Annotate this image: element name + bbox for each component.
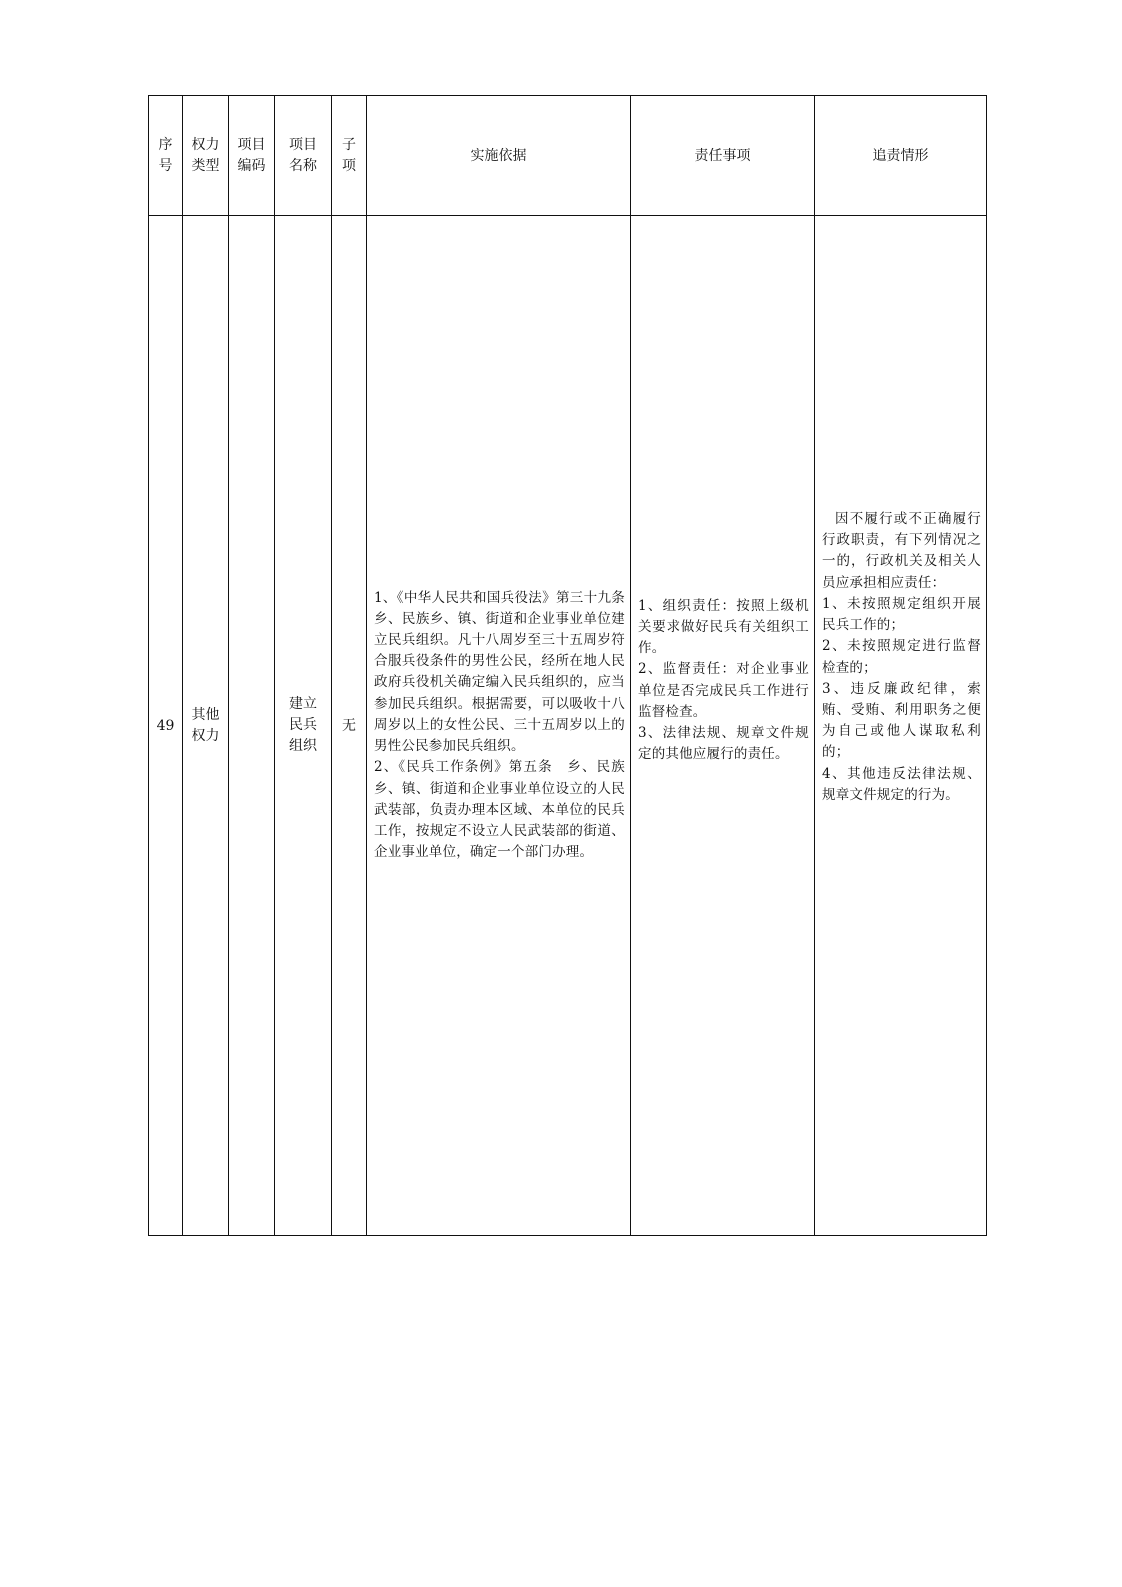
responsibility-item-2: 2、监督责任：对企业事业单位是否完成民兵工作进行监督检查。 — [638, 661, 809, 720]
basis-paragraph-2: 2、《民兵工作条例》第五条 乡、民族乡、镇、街道和企业事业单位设立的人民武装部，负责办理本区域、本单位的民兵工作，按规定不设立人民武装部的街道、企业事业单位，确定一个部门办理。 — [374, 759, 625, 861]
power-list-table — [148, 95, 987, 1236]
header-item-code-line-2: 编码 — [237, 157, 266, 174]
header-item-code-line-1: 项目 — [237, 136, 266, 153]
header-item-name-line-2: 名称 — [289, 157, 317, 174]
basis-paragraph-1: 1、《中华人民共和国兵役法》第三十九条乡、民族乡、镇、街道和企业事业单位建立民兵组织。凡十八周岁至三十五周岁符合服兵役条件的男性公民，经所在地人民政府兵役机关确定编入民兵组织的，应当参加民兵组织。根据需要，可以吸收十八周岁以上的女性公民、三十五周岁以上的男性公民参加民兵组织。 — [374, 589, 625, 755]
cell-power-type-line-2: 权力 — [191, 727, 220, 744]
header-power-type-line-2: 类型 — [191, 157, 220, 174]
responsibility-text — [631, 596, 814, 766]
accountability-text — [815, 509, 986, 806]
header-seq-line-1: 序 — [158, 136, 173, 153]
accountability-intro: 因不履行或不正确履行行政职责，有下列情况之一的，行政机关及相关人员应承担相应责任： — [822, 511, 981, 591]
responsibility-item-3: 3、法律法规、规章文件规定的其他应履行的责任。 — [638, 724, 809, 763]
cell-power-type-line-1: 其他 — [191, 706, 220, 723]
header-item-name — [275, 96, 332, 216]
table-header-row — [149, 96, 987, 216]
header-seq — [149, 96, 183, 216]
cell-sub-item: 无 — [332, 216, 367, 1236]
header-item-name-line-1: 项目 — [289, 136, 317, 153]
cell-power-type — [183, 216, 229, 1236]
header-basis: 实施依据 — [367, 96, 631, 216]
accountability-item-4: 4、其他违反法律法规、规章文件规定的行为。 — [822, 765, 981, 803]
cell-item-code — [229, 216, 275, 1236]
cell-item-name-line-1: 建立 — [289, 696, 317, 712]
accountability-item-1: 1、未按照规定组织开展民兵工作的； — [822, 595, 981, 634]
header-sub-item-line-2: 项 — [342, 157, 356, 174]
cell-basis — [367, 216, 631, 1236]
header-sub-item — [332, 96, 367, 216]
cell-seq: 49 — [149, 216, 183, 1236]
header-seq-line-2: 号 — [158, 157, 173, 174]
accountability-item-2: 2、未按照规定进行监督检查的； — [822, 638, 981, 676]
table-row — [149, 216, 987, 1236]
basis-text — [367, 588, 630, 864]
responsibility-item-1: 1、组织责任：按照上级机关要求做好民兵有关组织工作。 — [638, 597, 809, 657]
header-power-type-line-1: 权力 — [191, 136, 220, 153]
header-power-type — [183, 96, 229, 216]
cell-item-name — [275, 216, 332, 1236]
header-responsibility: 责任事项 — [631, 96, 815, 216]
header-accountability: 追责情形 — [815, 96, 987, 216]
header-sub-item-line-1: 子 — [342, 136, 356, 153]
header-item-code — [229, 96, 275, 216]
cell-responsibility — [631, 216, 815, 1236]
accountability-item-3: 3、违反廉政纪律，索贿、受贿、利用职务之便为自己或他人谋取私利的； — [822, 680, 981, 761]
cell-accountability — [815, 216, 987, 1236]
cell-item-name-line-2: 民兵 — [289, 717, 317, 733]
cell-item-name-line-3: 组织 — [289, 738, 317, 754]
